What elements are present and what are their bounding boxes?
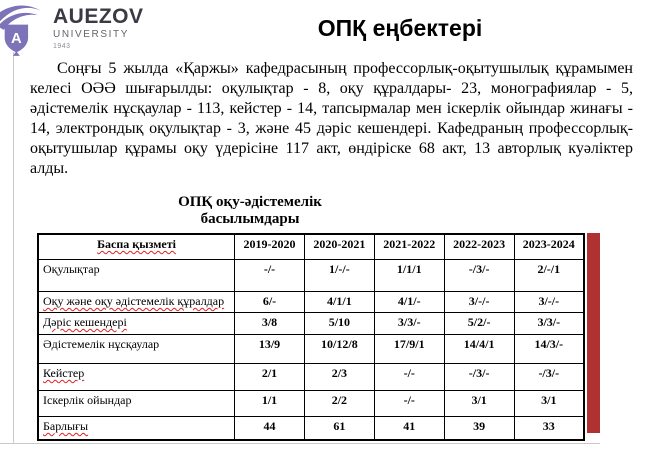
column-header-year: 2022-2023 <box>444 234 514 260</box>
row-value: 13/9 <box>235 335 305 364</box>
row-label: Әдістемелік нұсқаулар <box>38 335 235 364</box>
row-value: 1/1 <box>235 391 305 417</box>
slide-edge-line-bottom <box>0 443 600 444</box>
row-value: 3/-/- <box>514 292 584 313</box>
row-value: 6/- <box>235 292 305 313</box>
row-label: Дәріс кешендері <box>38 313 235 335</box>
row-value: 41 <box>374 417 444 441</box>
row-value: 3/-/- <box>444 292 514 313</box>
table-row <box>38 391 584 417</box>
row-label: Оқулықтар <box>38 260 235 292</box>
row-value: 1/1/1 <box>374 260 444 292</box>
table-heading <box>20 194 480 228</box>
row-value: 3/1 <box>514 391 584 417</box>
slide-edge-line-left <box>13 52 14 443</box>
row-value: 4/1/- <box>374 292 444 313</box>
row-label: Барлығы <box>38 417 235 441</box>
row-value: -/3/- <box>514 364 584 391</box>
accent-bar <box>587 233 600 433</box>
row-value: 2/-/1 <box>514 260 584 292</box>
row-value: 5/10 <box>304 313 374 335</box>
row-value: 2/3 <box>304 364 374 391</box>
row-value: 4/1/1 <box>304 292 374 313</box>
university-year: 1943 <box>53 43 71 50</box>
table-heading-line2: басылымдары <box>200 211 300 227</box>
svg-text:A: A <box>11 30 22 47</box>
body-paragraph: Соңғы 5 жылда «Қаржы» кафедрасының профессорлық-оқытушылық құрамымен келесі ОӘӘ шығарылды: оқулықтар - 8, оқу құралдары- 23, монографиялар - 5, әдістемелік нұсқаулар - 113, кейстер - 14, тапсырмалар мен іскерлік ойындар жинағы - 14, электрондық оқулықтар - 3, және 45 дәріс кешендері. Кафедраның профессорлық-оқытушылар құрамы оқу үдерісіне 117 акт, өндіріске 68 акт, 13 авторлық куәліктер алды. <box>30 60 633 177</box>
column-header-year: 2023-2024 <box>514 234 584 260</box>
university-name: AUEZOV <box>53 5 144 28</box>
column-header-label: Баспа қызметі <box>38 234 235 260</box>
university-logo-text <box>53 6 144 50</box>
row-value: 3/8 <box>235 313 305 335</box>
row-value: 14/3/- <box>514 335 584 364</box>
table-header-row <box>38 234 584 260</box>
table-row <box>38 417 584 441</box>
row-label: Оқу және оқу әдістемелік құралдар <box>38 292 235 313</box>
column-header-year: 2020-2021 <box>304 234 374 260</box>
table-row <box>38 260 584 292</box>
column-header-year: 2019-2020 <box>235 234 305 260</box>
table-heading-line1: ОПҚ оқу-әдістемелік <box>178 194 322 210</box>
row-value: 14/4/1 <box>444 335 514 364</box>
row-value: 2/1 <box>235 364 305 391</box>
row-value: -/3/- <box>444 260 514 292</box>
row-label: Іскерлік ойындар <box>38 391 235 417</box>
row-value: -/3/- <box>444 364 514 391</box>
row-value: 33 <box>514 417 584 441</box>
row-value: 39 <box>444 417 514 441</box>
column-header-year: 2021-2022 <box>374 234 444 260</box>
row-value: 44 <box>235 417 305 441</box>
table-row <box>38 313 584 335</box>
row-value: 17/9/1 <box>374 335 444 364</box>
table-row <box>38 335 584 364</box>
table-row <box>38 364 584 391</box>
university-logo <box>0 2 144 56</box>
table-row <box>38 292 584 313</box>
slide-title: ОПҚ еңбектері <box>317 15 483 41</box>
row-value: 1/-/- <box>304 260 374 292</box>
row-value: 2/2 <box>304 391 374 417</box>
row-value: 3/3/- <box>374 313 444 335</box>
row-value: -/- <box>235 260 305 292</box>
row-value: 3/1 <box>444 391 514 417</box>
row-value: 10/12/8 <box>304 335 374 364</box>
row-value: 5/2/- <box>444 313 514 335</box>
row-label: Кейстер <box>38 364 235 391</box>
row-value: 3/3/- <box>514 313 584 335</box>
row-value: -/- <box>374 391 444 417</box>
row-value: -/- <box>374 364 444 391</box>
row-value: 61 <box>304 417 374 441</box>
university-subtitle: UNIVERSITY <box>53 29 130 40</box>
publications-table <box>37 233 585 441</box>
university-logo-mark-icon <box>0 2 48 56</box>
